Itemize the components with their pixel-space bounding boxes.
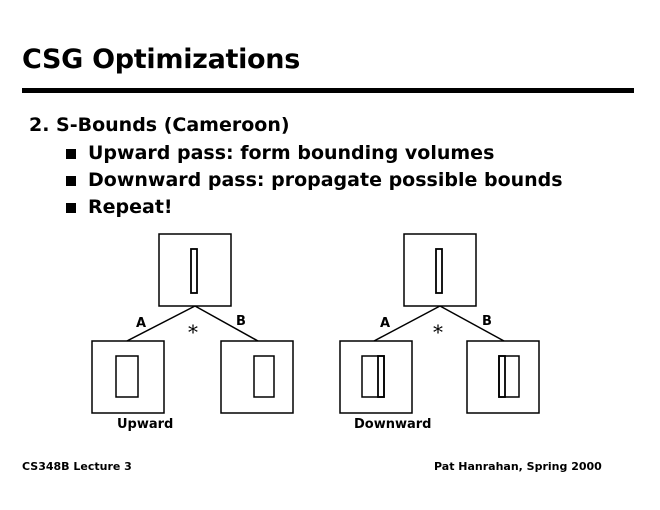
right-child-bound [254, 356, 274, 397]
point-heading: 2. S-Bounds (Cameroon) [29, 114, 290, 136]
downward-caption: Downward [354, 417, 432, 432]
edge-b [440, 306, 504, 341]
upward-edge-label-a: A [136, 316, 147, 331]
footer-author: Pat Hanrahan, Spring 2000 [434, 460, 602, 473]
left-child-node [92, 341, 164, 413]
root-node [404, 234, 476, 306]
bullet-text: Downward pass: propagate possible bounds [88, 169, 563, 191]
downward-edge-label-a: A [380, 316, 391, 331]
bullet-text: Upward pass: form bounding volumes [88, 142, 495, 164]
left-child-bound [116, 356, 138, 397]
right-child-node [221, 341, 293, 413]
root-bound [191, 249, 197, 293]
left-child-propagated-bound [378, 356, 384, 397]
upward-caption: Upward [117, 417, 174, 432]
right-child-propagated-bound [499, 356, 505, 397]
root-bound [436, 249, 442, 293]
left-child-node [340, 341, 412, 413]
right-child-bound [499, 356, 519, 397]
upward-operator-label: * [188, 320, 198, 344]
left-child-bound [362, 356, 384, 397]
root-node [159, 234, 231, 306]
downward-operator-label: * [433, 320, 443, 344]
bullet-text: Repeat! [88, 196, 173, 218]
edge-b [195, 306, 258, 341]
downward-edge-label-b: B [482, 314, 492, 329]
slide-title: CSG Optimizations [22, 44, 300, 75]
right-child-node [467, 341, 539, 413]
upward-edge-label-b: B [236, 314, 246, 329]
footer-course: CS348B Lecture 3 [22, 460, 132, 473]
